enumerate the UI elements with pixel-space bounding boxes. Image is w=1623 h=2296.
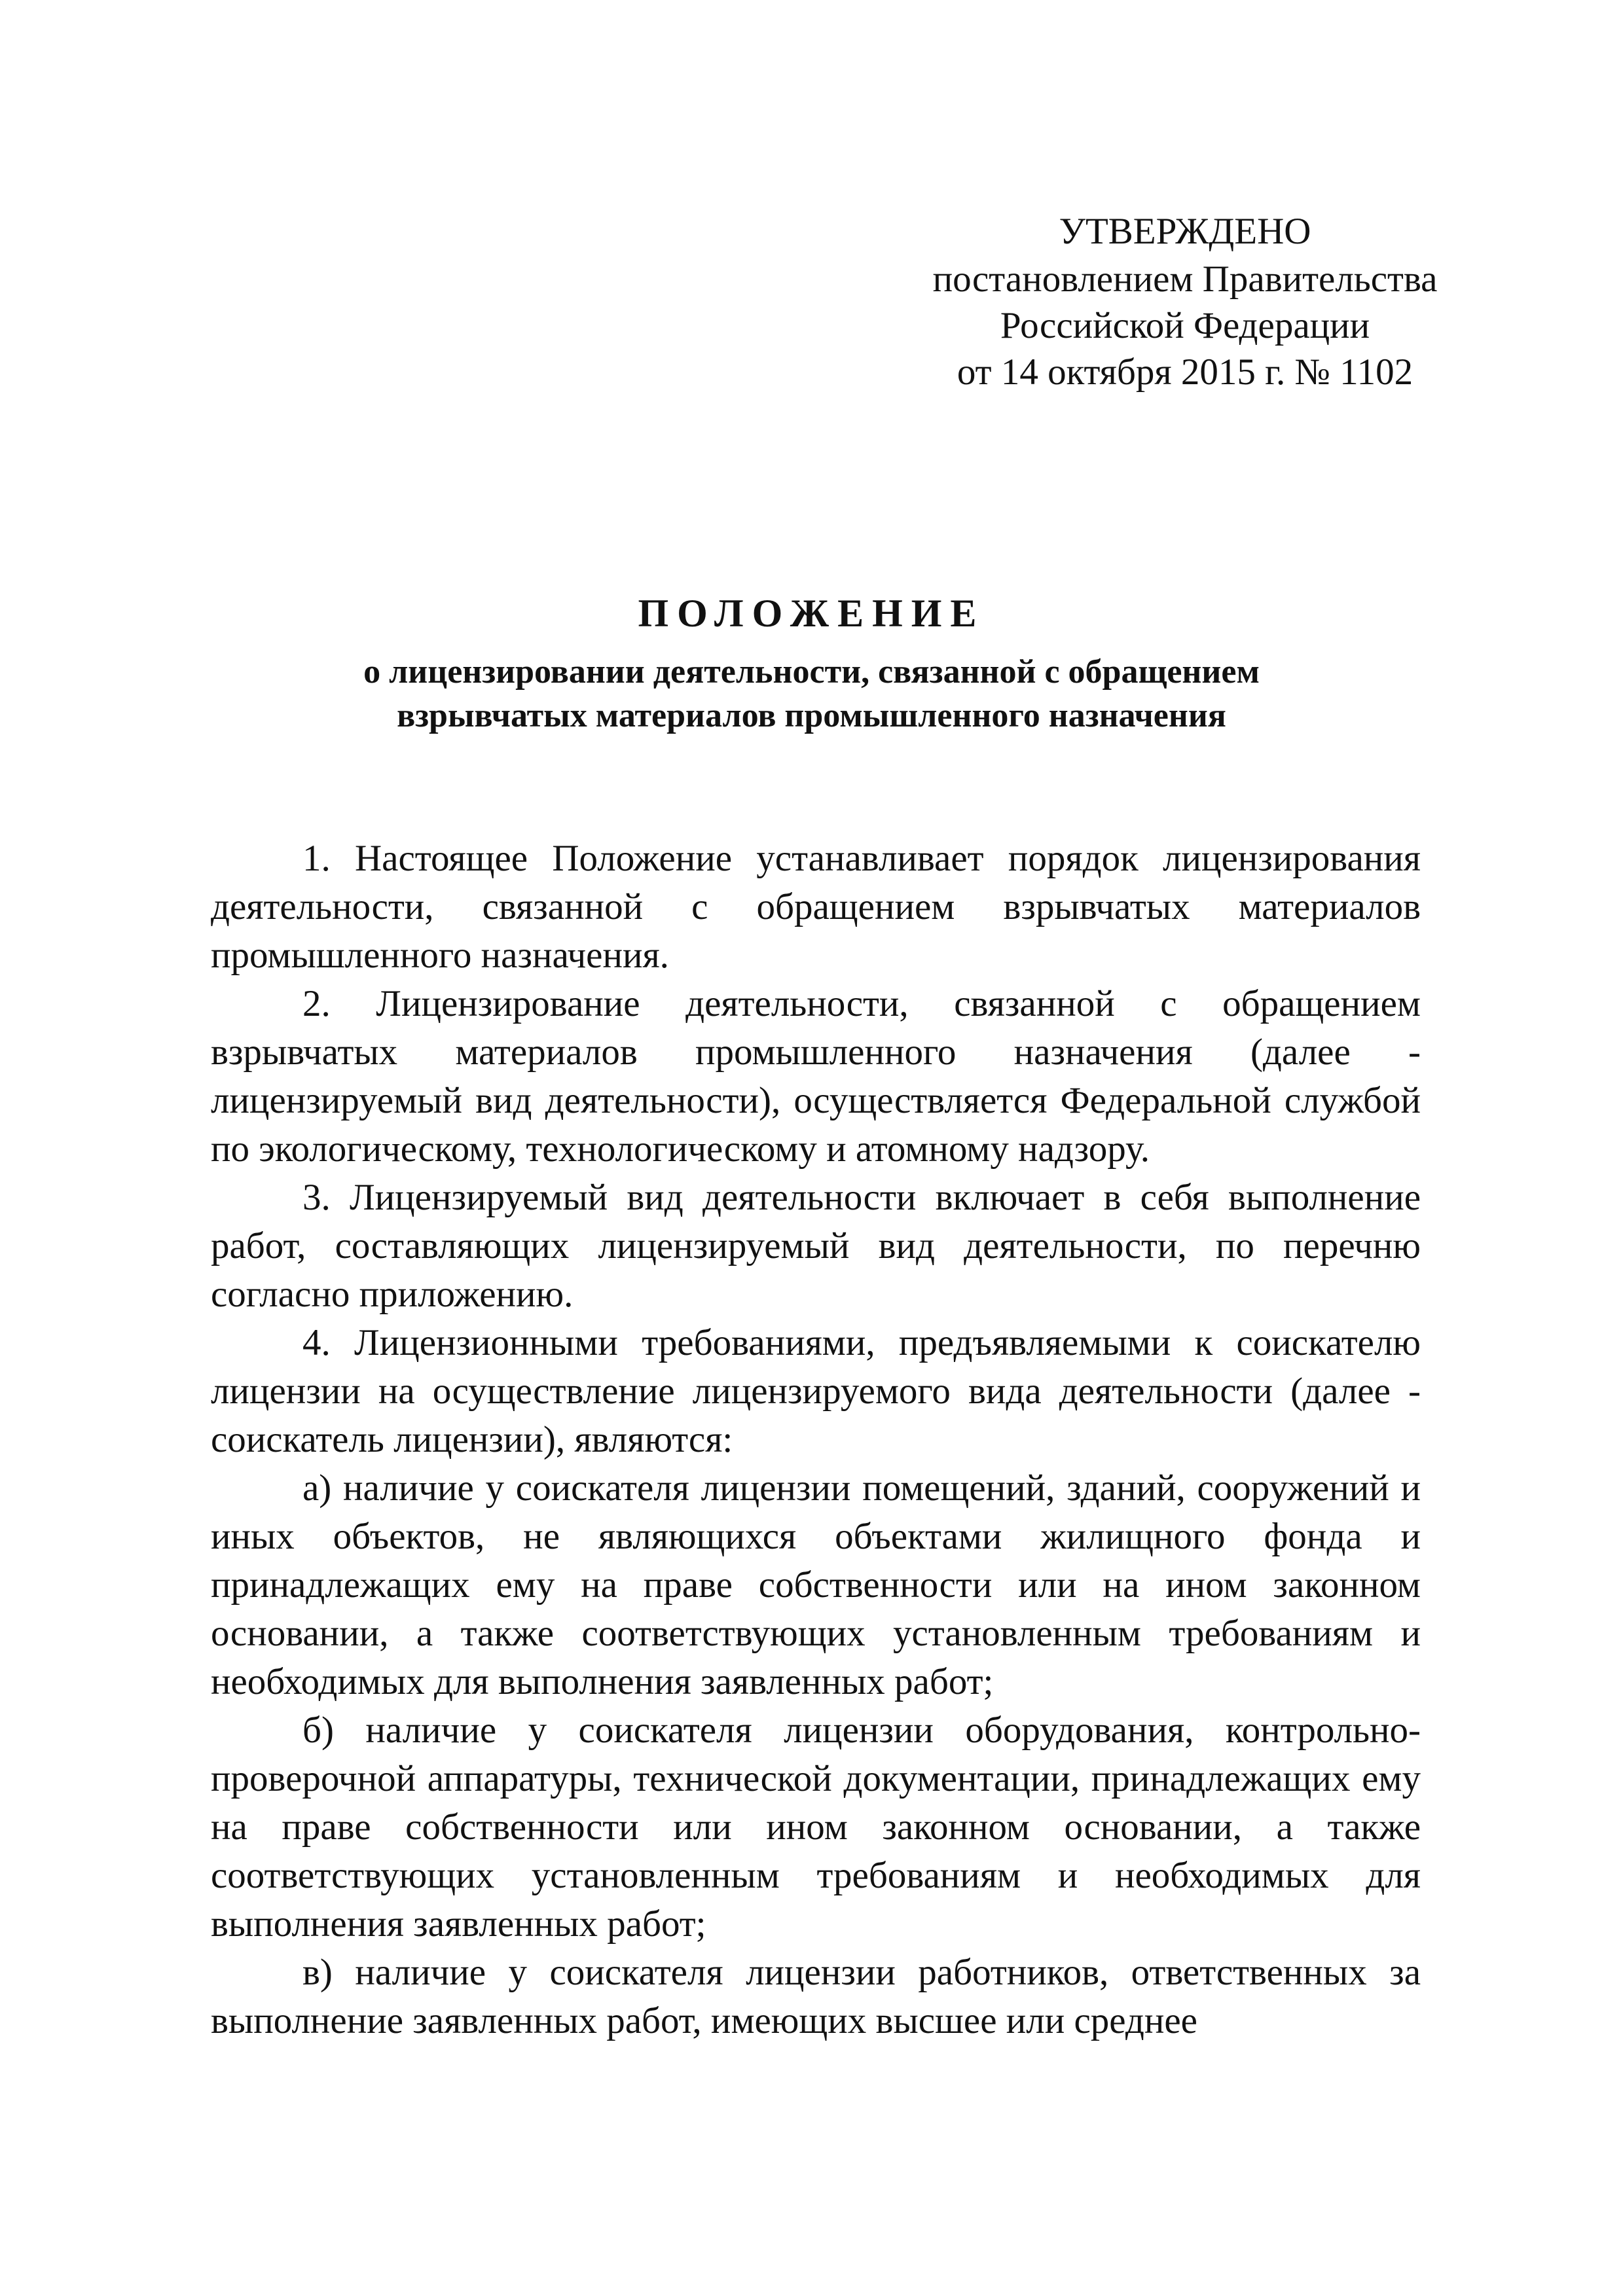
document-subtitle <box>0 650 1623 738</box>
subtitle-line-1: о лицензировании деятельности, связанной с обращением <box>363 653 1260 691</box>
paragraph-2: 2. Лицензирование деятельности, связанной с обращением взрывчатых материалов промышленного назначения (далее - лицензируемый вид деятельности), осуществляется Федеральной службой по экологическому, технологическому и атомному надзору. <box>211 983 1421 1170</box>
approval-stamp <box>871 208 1499 395</box>
paragraph-4a: а) наличие у соискателя лицензии помещений, зданий, сооружений и иных объектов, не являющихся объектами жилищного фонда и принадлежащих ему на праве собственности или на ином законном основании, а также соответствующих установленным требованиям и необходимых для выполнения заявленных работ; <box>211 1467 1421 1702</box>
approval-heading: УТВЕРЖДЕНО <box>1059 211 1311 252</box>
subtitle-line-2: взрывчатых материалов промышленного назначения <box>397 697 1226 734</box>
paragraph-4: 4. Лицензионными требованиями, предъявляемыми к соискателю лицензии на осуществление лицензируемого вида деятельности (далее - соискатель лицензии), являются: <box>211 1322 1421 1460</box>
approval-line-3: от 14 октября 2015 г. № 1102 <box>957 351 1413 393</box>
paragraph-4b: б) наличие у соискателя лицензии оборудования, контрольно-проверочной аппаратуры, технической документации, принадлежащих ему на праве собственности или ином законном основании, а также соответствующих установленным требованиям и необходимых для выполнения заявленных работ; <box>211 1710 1421 1945</box>
paragraph-1: 1. Настоящее Положение устанавливает порядок лицензирования деятельности, связанной с обращением взрывчатых материалов промышленного назначения. <box>211 838 1421 976</box>
approval-line-1: постановлением Правительства <box>932 259 1438 300</box>
document-body <box>211 834 1421 2045</box>
paragraph-4c: в) наличие у соискателя лицензии работников, ответственных за выполнение заявленных работ, имеющих высшее или среднее <box>211 1952 1421 2041</box>
document-title: ПОЛОЖЕНИЕ <box>638 592 985 635</box>
paragraph-3: 3. Лицензируемый вид деятельности включает в себя выполнение работ, составляющих лицензируемый вид деятельности, по перечню согласно приложению. <box>211 1177 1421 1315</box>
approval-line-2: Российской Федерации <box>1000 305 1370 346</box>
